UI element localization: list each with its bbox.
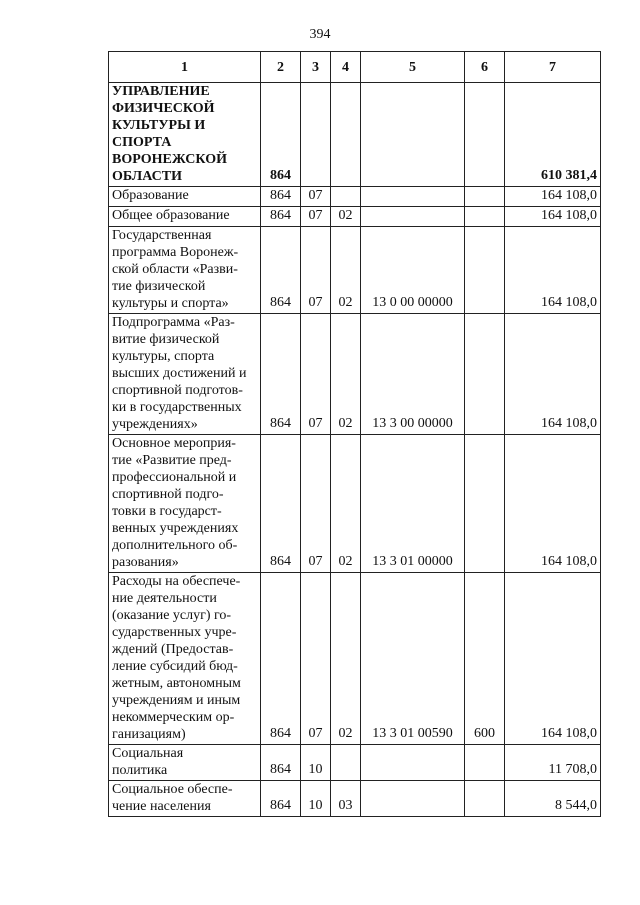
cell-subsection: 03	[331, 781, 361, 817]
table-row	[109, 83, 601, 187]
cell-expense-type	[465, 435, 505, 573]
cell-expense-type	[465, 314, 505, 435]
page-number: 394	[309, 27, 331, 42]
row-name: Общее образование	[109, 207, 261, 227]
row-name: Социальное обеспе- чение населения	[109, 781, 261, 817]
cell-ministry-code: 864	[261, 207, 301, 227]
cell-section: 10	[301, 781, 331, 817]
cell-expense-type	[465, 745, 505, 781]
table-row	[109, 314, 601, 435]
cell-target-article: 13 0 00 00000	[361, 227, 465, 314]
cell-subsection: 02	[331, 227, 361, 314]
cell-subsection: 02	[331, 207, 361, 227]
cell-amount: 164 108,0	[505, 314, 601, 435]
cell-amount: 8 544,0	[505, 781, 601, 817]
header-cell: 7	[505, 52, 601, 83]
cell-expense-type	[465, 187, 505, 207]
table-row	[109, 187, 601, 207]
cell-target-article	[361, 781, 465, 817]
cell-amount: 164 108,0	[505, 573, 601, 745]
header-cell: 5	[361, 52, 465, 83]
cell-ministry-code: 864	[261, 781, 301, 817]
table-row	[109, 745, 601, 781]
row-name: Социальная политика	[109, 745, 261, 781]
table-row	[109, 207, 601, 227]
cell-section: 07	[301, 207, 331, 227]
cell-target-article	[361, 207, 465, 227]
cell-section: 07	[301, 314, 331, 435]
cell-target-article: 13 3 01 00590	[361, 573, 465, 745]
cell-expense-type	[465, 781, 505, 817]
cell-amount: 11 708,0	[505, 745, 601, 781]
header-cell: 6	[465, 52, 505, 83]
cell-section: 07	[301, 435, 331, 573]
header-cell: 4	[331, 52, 361, 83]
cell-section: 07	[301, 573, 331, 745]
cell-ministry-code: 864	[261, 314, 301, 435]
cell-amount: 610 381,4	[505, 83, 601, 187]
header-cell: 3	[301, 52, 331, 83]
row-name: Подпрограмма «Раз- витие физической культуры, спорта высших достижений и спортивной подготов- ки в государственных учреждениях»	[109, 314, 261, 435]
row-name: Государственная программа Воронеж- ской области «Разви- тие физической культуры и спорта»	[109, 227, 261, 314]
header-cell: 2	[261, 52, 301, 83]
cell-expense-type	[465, 83, 505, 187]
cell-ministry-code: 864	[261, 573, 301, 745]
cell-subsection: 02	[331, 435, 361, 573]
cell-section	[301, 83, 331, 187]
row-name: Расходы на обеспече- ние деятельности (оказание услуг) го- сударственных учре- ждений (Предостав- ление субсидий бюд- жетным, автономным учреждениям и иным некоммерческим ор- ганизациям)	[109, 573, 261, 745]
cell-target-article: 13 3 01 00000	[361, 435, 465, 573]
budget-table	[108, 51, 601, 817]
header-cell: 1	[109, 52, 261, 83]
cell-ministry-code: 864	[261, 83, 301, 187]
cell-ministry-code: 864	[261, 187, 301, 207]
cell-amount: 164 108,0	[505, 187, 601, 207]
table-header-row	[109, 52, 601, 83]
row-name: УПРАВЛЕНИЕ ФИЗИЧЕСКОЙ КУЛЬТУРЫ И СПОРТА ВОРОНЕЖСКОЙ ОБЛАСТИ	[109, 83, 261, 187]
row-name: Основное мероприя- тие «Развитие пред- профессиональной и спортивной подго- товки в государст- венных учреждениях дополнительного об- разования»	[109, 435, 261, 573]
cell-subsection: 02	[331, 573, 361, 745]
row-name: Образование	[109, 187, 261, 207]
cell-section: 07	[301, 187, 331, 207]
cell-ministry-code: 864	[261, 745, 301, 781]
cell-target-article	[361, 83, 465, 187]
cell-amount: 164 108,0	[505, 207, 601, 227]
cell-target-article	[361, 745, 465, 781]
cell-expense-type	[465, 207, 505, 227]
cell-section: 07	[301, 227, 331, 314]
cell-amount: 164 108,0	[505, 227, 601, 314]
cell-subsection	[331, 187, 361, 207]
cell-subsection	[331, 745, 361, 781]
cell-amount: 164 108,0	[505, 435, 601, 573]
table-row	[109, 227, 601, 314]
cell-section: 10	[301, 745, 331, 781]
cell-target-article	[361, 187, 465, 207]
cell-subsection	[331, 83, 361, 187]
cell-ministry-code: 864	[261, 435, 301, 573]
table-row	[109, 435, 601, 573]
cell-expense-type: 600	[465, 573, 505, 745]
cell-subsection: 02	[331, 314, 361, 435]
cell-target-article: 13 3 00 00000	[361, 314, 465, 435]
cell-ministry-code: 864	[261, 227, 301, 314]
cell-expense-type	[465, 227, 505, 314]
table-row	[109, 573, 601, 745]
table-row	[109, 781, 601, 817]
